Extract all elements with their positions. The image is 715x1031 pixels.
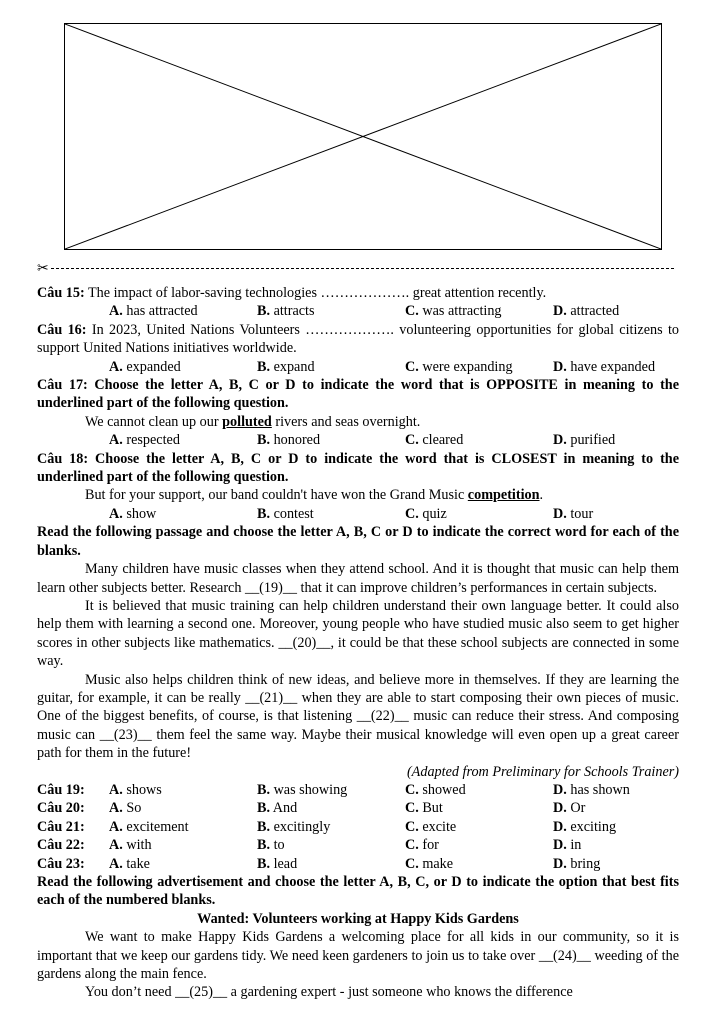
option-a: A. expanded: [109, 358, 181, 375]
question-16-options: [37, 358, 679, 376]
option-d: D. purified: [553, 432, 616, 449]
question-18-options: [37, 505, 679, 523]
question-18-sentence: But for your support, our band couldn't have won the Grand Music competition.: [85, 487, 544, 504]
question-17-sentence: We cannot clean up our polluted rivers and seas overnight.: [85, 413, 421, 430]
answer-row-22: Câu 22: A. with B. to C. for D. in: [37, 837, 582, 854]
placeholder-cross: [65, 24, 661, 249]
question-15-options: [37, 302, 679, 320]
option-c: C. was attracting: [405, 303, 502, 320]
question-16: Câu 16: In 2023, United Nations Volunteers ………………. volunteering opportunities for global citizens to support United Nations initiatives worldwide.: [37, 321, 679, 357]
option-c: C. quiz: [405, 505, 447, 522]
answer-row-23: Câu 23: A. take B. lead C. make D. bring: [37, 855, 601, 872]
option-c: C. cleared: [405, 432, 464, 449]
option-a: A. show: [109, 505, 157, 522]
option-b: B. contest: [257, 505, 314, 522]
document-content: [37, 284, 679, 1002]
passage-1-paragraph-2: It is believed that music training can help children understand their own language better. It could also help them with learning a second one. Moreover, young people who have studied music also seem to get higher scores in other subjects like mathematics. __(20)__, it could be that these school subjects are connected in some way.: [37, 597, 679, 670]
question-17-options: [37, 431, 679, 449]
option-b: B. expand: [257, 358, 315, 375]
answer-row-21: Câu 21: A. excitement B. excitingly C. excite D. exciting: [37, 818, 617, 835]
question-17: Câu 17: Choose the letter A, B, C or D to indicate the word that is OPPOSITE in meaning to the underlined part of the following question.: [37, 377, 679, 412]
option-c: C. were expanding: [405, 358, 513, 375]
answer-row-19: Câu 19: A. shows B. was showing C. showed D. has shown: [37, 781, 630, 798]
passage-1-instruction: Read the following passage and choose the letter A, B, C or D to indicate the correct word for each of the blanks.: [37, 524, 679, 559]
passage-1-paragraph-3: Music also helps children think of new ideas, and believe more in themselves. If they are learning the guitar, for example, it can be really __(21)__ when they are able to start composing their own pieces of music. One of the biggest benefits, of course, is that listening __(22)__ music can reduce their stress. And composing music can __(23)__ them feel the same way. Maybe their musical knowledge will even open up a great career path for them in the future!: [37, 671, 679, 762]
scissors-icon: ✂: [37, 260, 49, 277]
option-b: B. attracts: [257, 303, 315, 320]
answer-row-20: Câu 20: A. So B. And C. But D. Or: [37, 800, 586, 817]
advertisement-title: Wanted: Volunteers working at Happy Kids Gardens: [197, 910, 519, 927]
question-15: Câu 15: The impact of labor-saving technologies ………………. great attention recently.: [37, 285, 547, 301]
cut-line: [37, 259, 679, 279]
passage-2-paragraph-1: We want to make Happy Kids Gardens a welcoming place for all kids in our community, so it is important that we keep our gardens tidy. We need keen gardeners to join us to take over __(24)__ weeding of the gardens along the main fence.: [37, 929, 679, 983]
question-18: Câu 18: Choose the letter A, B, C or D to indicate the word that is CLOSEST in meaning to the underlined part of the following question.: [37, 450, 679, 486]
passage-1-source: (Adapted from Preliminary for Schools Trainer): [406, 763, 679, 780]
option-b: B. honored: [257, 432, 321, 449]
passage-2-instruction: Read the following advertisement and choose the letter A, B, C, or D to indicate the option that best fits each of the numbered blanks.: [37, 874, 679, 909]
passage-2-paragraph-2: You don’t need __(25)__ a gardening expert - just someone who knows the difference: [85, 984, 573, 1001]
option-a: A. has attracted: [109, 303, 198, 320]
dashed-line: [51, 268, 674, 269]
option-d: D. attracted: [553, 303, 620, 320]
option-d: D. tour: [553, 505, 594, 522]
option-d: D. have expanded: [553, 358, 656, 375]
passage-1-paragraph-1: Many children have music classes when they attend school. And it is thought that music can help them learn other subjects better. Research __(19)__ that it can improve children’s performances in certain subjects.: [37, 561, 679, 596]
option-a: A. respected: [109, 432, 180, 449]
image-placeholder: [64, 23, 662, 250]
